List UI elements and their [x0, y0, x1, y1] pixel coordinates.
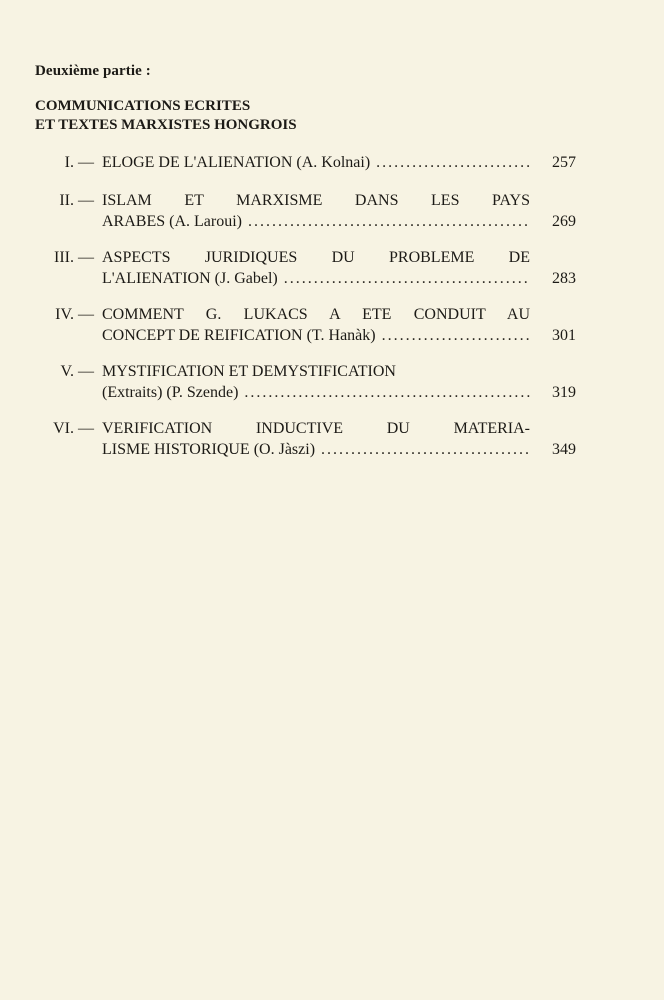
part-label: Deuxième partie :	[35, 63, 151, 79]
section-title-line-1: COMMUNICATIONS ECRITES	[35, 98, 251, 114]
toc-entry-number: IV. —	[55, 306, 94, 323]
toc-entry-page: 257	[552, 154, 576, 171]
dot-leader	[370, 152, 530, 173]
toc-entry-page: 349	[552, 441, 576, 458]
toc-entry-title-line-2: (Extraits) (P. Szende)	[102, 384, 239, 401]
section-title-line-2: ET TEXTES MARXISTES HONGROIS	[35, 117, 297, 133]
toc-entry-line	[102, 211, 530, 232]
toc-entry-page: 301	[552, 327, 576, 344]
toc-entry-number: III. —	[54, 249, 94, 266]
section-title	[35, 97, 297, 135]
toc-entry-title-line-1: ISLAM ET MARXISME DANS LES PAYS	[102, 192, 530, 209]
dot-leader	[278, 268, 530, 289]
toc-entry-page: 319	[552, 384, 576, 401]
toc-entry-page: 283	[552, 270, 576, 287]
toc-entry-title-line-2: LISME HISTORIQUE (O. Jàszi)	[102, 441, 316, 458]
dot-leader	[238, 382, 530, 403]
dot-leader	[315, 439, 530, 460]
toc-entry-line	[102, 152, 530, 173]
toc-entry-title-line-1: VERIFICATION INDUCTIVE DU MATERIA-	[102, 420, 530, 437]
toc-entry-number: V. —	[60, 363, 94, 380]
toc-entry-title-line-1: ASPECTS JURIDIQUES DU PROBLEME DE	[102, 249, 530, 266]
toc-entry-title: ELOGE DE L'ALIENATION (A. Kolnai)	[102, 154, 371, 171]
dot-leader	[376, 325, 530, 346]
toc-entry-page: 269	[552, 213, 576, 230]
toc-entry-title-line-2: L'ALIENATION (J. Gabel)	[102, 270, 278, 287]
toc-entry-title-line-1: COMMENT G. LUKACS A ETE CONDUIT AU	[102, 306, 530, 323]
toc-entry-title-line-2: ARABES (A. Laroui)	[102, 213, 242, 230]
toc-entry-number: II. —	[59, 192, 94, 209]
toc-entry-line	[102, 439, 530, 460]
toc-entry-line	[102, 325, 530, 346]
toc-entry-title-line-1: MYSTIFICATION ET DEMYSTIFICATION	[102, 363, 396, 380]
toc-entry-title-line-2: CONCEPT DE REIFICATION (T. Hanàk)	[102, 327, 376, 344]
toc-entry-line	[102, 268, 530, 289]
toc-entry-line	[102, 382, 530, 403]
toc-entry-number: VI. —	[53, 420, 94, 437]
dot-leader	[242, 211, 530, 232]
toc-entry-number: I. —	[64, 154, 94, 171]
